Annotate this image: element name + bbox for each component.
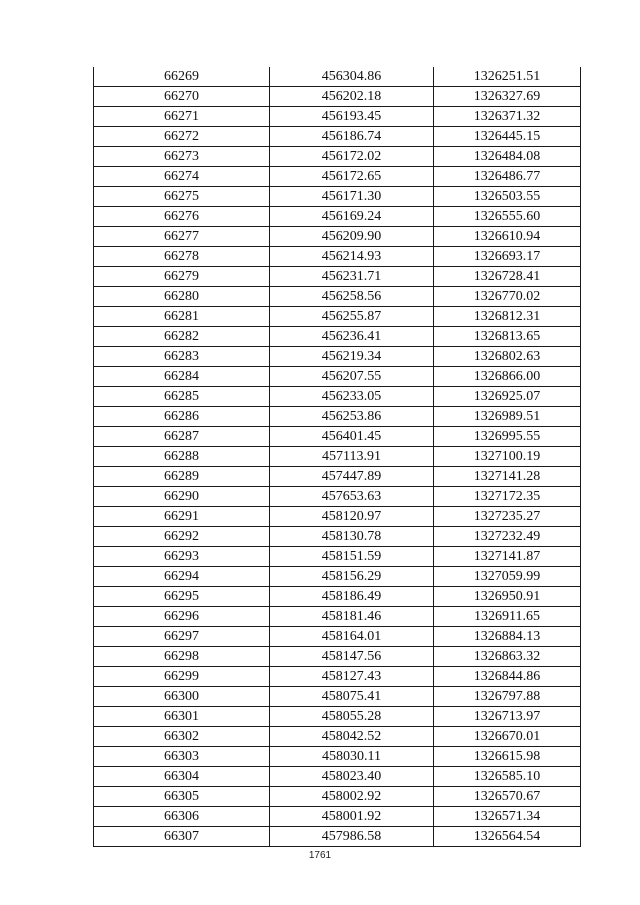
y-coordinate-cell: 1327172.35 <box>434 487 581 507</box>
table-row <box>94 387 581 407</box>
point-id-cell: 66297 <box>94 627 270 647</box>
x-coordinate-cell: 458055.28 <box>270 707 434 727</box>
y-coordinate-cell: 1326615.98 <box>434 747 581 767</box>
x-coordinate-cell: 458042.52 <box>270 727 434 747</box>
x-coordinate-cell: 456253.86 <box>270 407 434 427</box>
x-coordinate-cell: 458156.29 <box>270 567 434 587</box>
point-id-cell: 66295 <box>94 587 270 607</box>
y-coordinate-cell: 1326989.51 <box>434 407 581 427</box>
table-row <box>94 107 581 127</box>
x-coordinate-cell: 456304.86 <box>270 67 434 87</box>
point-id-cell: 66303 <box>94 747 270 767</box>
coordinates-table <box>93 67 581 847</box>
y-coordinate-cell: 1326713.97 <box>434 707 581 727</box>
point-id-cell: 66302 <box>94 727 270 747</box>
table-row <box>94 807 581 827</box>
y-coordinate-cell: 1326327.69 <box>434 87 581 107</box>
x-coordinate-cell: 458147.56 <box>270 647 434 667</box>
x-coordinate-cell: 456231.71 <box>270 267 434 287</box>
x-coordinate-cell: 458181.46 <box>270 607 434 627</box>
table-row <box>94 327 581 347</box>
table-row <box>94 347 581 367</box>
x-coordinate-cell: 456233.05 <box>270 387 434 407</box>
table-row <box>94 187 581 207</box>
x-coordinate-cell: 457653.63 <box>270 487 434 507</box>
table-row <box>94 227 581 247</box>
point-id-cell: 66305 <box>94 787 270 807</box>
x-coordinate-cell: 456193.45 <box>270 107 434 127</box>
x-coordinate-cell: 458030.11 <box>270 747 434 767</box>
y-coordinate-cell: 1326995.55 <box>434 427 581 447</box>
y-coordinate-cell: 1326728.41 <box>434 267 581 287</box>
page-number: 1761 <box>308 850 332 861</box>
y-coordinate-cell: 1326770.02 <box>434 287 581 307</box>
point-id-cell: 66283 <box>94 347 270 367</box>
table-row <box>94 567 581 587</box>
point-id-cell: 66270 <box>94 87 270 107</box>
y-coordinate-cell: 1326486.77 <box>434 167 581 187</box>
y-coordinate-cell: 1326802.63 <box>434 347 581 367</box>
table-row <box>94 707 581 727</box>
x-coordinate-cell: 456255.87 <box>270 307 434 327</box>
table-row <box>94 407 581 427</box>
point-id-cell: 66299 <box>94 667 270 687</box>
y-coordinate-cell: 1326670.01 <box>434 727 581 747</box>
point-id-cell: 66273 <box>94 147 270 167</box>
x-coordinate-cell: 458151.59 <box>270 547 434 567</box>
y-coordinate-cell: 1326371.32 <box>434 107 581 127</box>
y-coordinate-cell: 1326797.88 <box>434 687 581 707</box>
point-id-cell: 66294 <box>94 567 270 587</box>
point-id-cell: 66287 <box>94 427 270 447</box>
point-id-cell: 66278 <box>94 247 270 267</box>
table-row <box>94 787 581 807</box>
x-coordinate-cell: 456236.41 <box>270 327 434 347</box>
y-coordinate-cell: 1326571.34 <box>434 807 581 827</box>
y-coordinate-cell: 1326503.55 <box>434 187 581 207</box>
point-id-cell: 66293 <box>94 547 270 567</box>
table-row <box>94 687 581 707</box>
point-id-cell: 66286 <box>94 407 270 427</box>
table-row <box>94 627 581 647</box>
point-id-cell: 66272 <box>94 127 270 147</box>
table-row <box>94 507 581 527</box>
y-coordinate-cell: 1327232.49 <box>434 527 581 547</box>
table-row <box>94 447 581 467</box>
x-coordinate-cell: 456172.02 <box>270 147 434 167</box>
y-coordinate-cell: 1326445.15 <box>434 127 581 147</box>
point-id-cell: 66277 <box>94 227 270 247</box>
x-coordinate-cell: 456202.18 <box>270 87 434 107</box>
point-id-cell: 66306 <box>94 807 270 827</box>
table-row <box>94 587 581 607</box>
y-coordinate-cell: 1327059.99 <box>434 567 581 587</box>
point-id-cell: 66304 <box>94 767 270 787</box>
x-coordinate-cell: 456207.55 <box>270 367 434 387</box>
x-coordinate-cell: 456401.45 <box>270 427 434 447</box>
point-id-cell: 66282 <box>94 327 270 347</box>
point-id-cell: 66285 <box>94 387 270 407</box>
y-coordinate-cell: 1326813.65 <box>434 327 581 347</box>
y-coordinate-cell: 1326884.13 <box>434 627 581 647</box>
table-row <box>94 647 581 667</box>
table-row <box>94 427 581 447</box>
table-row <box>94 727 581 747</box>
point-id-cell: 66280 <box>94 287 270 307</box>
table-row <box>94 247 581 267</box>
x-coordinate-cell: 458075.41 <box>270 687 434 707</box>
y-coordinate-cell: 1326564.54 <box>434 827 581 847</box>
x-coordinate-cell: 456219.34 <box>270 347 434 367</box>
y-coordinate-cell: 1326911.65 <box>434 607 581 627</box>
point-id-cell: 66290 <box>94 487 270 507</box>
table-row <box>94 87 581 107</box>
x-coordinate-cell: 456169.24 <box>270 207 434 227</box>
table-row <box>94 747 581 767</box>
x-coordinate-cell: 456172.65 <box>270 167 434 187</box>
point-id-cell: 66301 <box>94 707 270 727</box>
y-coordinate-cell: 1326925.07 <box>434 387 581 407</box>
x-coordinate-cell: 458164.01 <box>270 627 434 647</box>
x-coordinate-cell: 456186.74 <box>270 127 434 147</box>
y-coordinate-cell: 1326693.17 <box>434 247 581 267</box>
y-coordinate-cell: 1326863.32 <box>434 647 581 667</box>
table-row <box>94 127 581 147</box>
x-coordinate-cell: 458002.92 <box>270 787 434 807</box>
x-coordinate-cell: 457447.89 <box>270 467 434 487</box>
point-id-cell: 66281 <box>94 307 270 327</box>
point-id-cell: 66291 <box>94 507 270 527</box>
table-row <box>94 287 581 307</box>
y-coordinate-cell: 1326555.60 <box>434 207 581 227</box>
point-id-cell: 66298 <box>94 647 270 667</box>
point-id-cell: 66296 <box>94 607 270 627</box>
point-id-cell: 66300 <box>94 687 270 707</box>
point-id-cell: 66288 <box>94 447 270 467</box>
x-coordinate-cell: 456171.30 <box>270 187 434 207</box>
y-coordinate-cell: 1327235.27 <box>434 507 581 527</box>
y-coordinate-cell: 1326251.51 <box>434 67 581 87</box>
point-id-cell: 66292 <box>94 527 270 547</box>
point-id-cell: 66275 <box>94 187 270 207</box>
table-row <box>94 667 581 687</box>
x-coordinate-cell: 458130.78 <box>270 527 434 547</box>
y-coordinate-cell: 1326812.31 <box>434 307 581 327</box>
table-row <box>94 67 581 87</box>
y-coordinate-cell: 1326844.86 <box>434 667 581 687</box>
y-coordinate-cell: 1326570.67 <box>434 787 581 807</box>
x-coordinate-cell: 456214.93 <box>270 247 434 267</box>
x-coordinate-cell: 458120.97 <box>270 507 434 527</box>
table-row <box>94 767 581 787</box>
y-coordinate-cell: 1327141.87 <box>434 547 581 567</box>
x-coordinate-cell: 458023.40 <box>270 767 434 787</box>
table-row <box>94 207 581 227</box>
table-row <box>94 487 581 507</box>
point-id-cell: 66271 <box>94 107 270 127</box>
y-coordinate-cell: 1326610.94 <box>434 227 581 247</box>
point-id-cell: 66289 <box>94 467 270 487</box>
y-coordinate-cell: 1326484.08 <box>434 147 581 167</box>
x-coordinate-cell: 458127.43 <box>270 667 434 687</box>
coordinates-table-body <box>94 67 581 847</box>
point-id-cell: 66307 <box>94 827 270 847</box>
table-row <box>94 467 581 487</box>
x-coordinate-cell: 457986.58 <box>270 827 434 847</box>
table-row <box>94 307 581 327</box>
table-row <box>94 167 581 187</box>
point-id-cell: 66274 <box>94 167 270 187</box>
y-coordinate-cell: 1326866.00 <box>434 367 581 387</box>
table-row <box>94 527 581 547</box>
table-row <box>94 607 581 627</box>
x-coordinate-cell: 456258.56 <box>270 287 434 307</box>
x-coordinate-cell: 458001.92 <box>270 807 434 827</box>
table-row <box>94 267 581 287</box>
table-row <box>94 827 581 847</box>
point-id-cell: 66279 <box>94 267 270 287</box>
table-row <box>94 147 581 167</box>
point-id-cell: 66276 <box>94 207 270 227</box>
y-coordinate-cell: 1326585.10 <box>434 767 581 787</box>
point-id-cell: 66284 <box>94 367 270 387</box>
x-coordinate-cell: 457113.91 <box>270 447 434 467</box>
x-coordinate-cell: 458186.49 <box>270 587 434 607</box>
y-coordinate-cell: 1326950.91 <box>434 587 581 607</box>
table-row <box>94 547 581 567</box>
y-coordinate-cell: 1327141.28 <box>434 467 581 487</box>
point-id-cell: 66269 <box>94 67 270 87</box>
table-row <box>94 367 581 387</box>
x-coordinate-cell: 456209.90 <box>270 227 434 247</box>
y-coordinate-cell: 1327100.19 <box>434 447 581 467</box>
